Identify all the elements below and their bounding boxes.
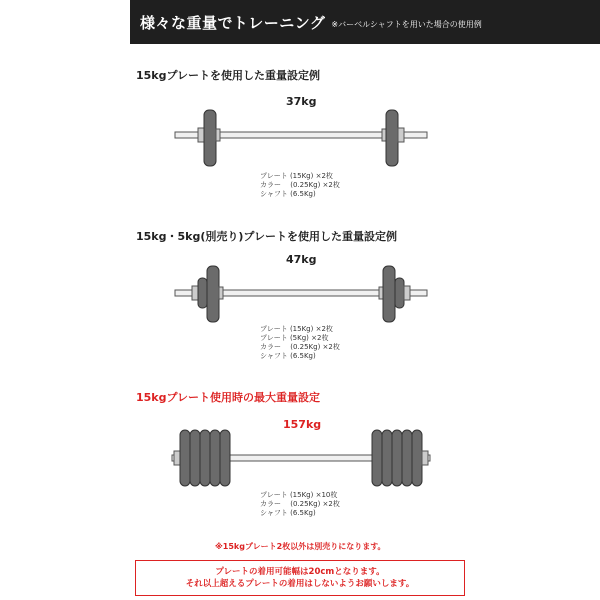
section-2-title: 15kg・5kg(別売り)プレートを使用した重量設定例 [136,230,397,243]
right-plate-15kg [382,430,392,486]
header-title: 様々な重量でトレーニング [140,13,326,32]
right-collar [398,128,404,142]
section-1-title: 15kgプレートを使用した重量設定例 [136,69,321,82]
left-collar [198,128,204,142]
section-3-weight: 157kg [283,418,322,431]
spec-line: シャフト (6.5Kg) [260,190,316,198]
left-plate-15kg [180,430,190,486]
right-plate-15kg [383,266,395,322]
notice-line-2: それ以上超えるプレートの着用はしないようお願いします。 [185,579,415,589]
left-collar [174,451,180,465]
plates-sold-separately-note: ※15kgプレート2枚以外は別売りになります。 [215,542,386,551]
left-plate-15kg [190,430,200,486]
spec-line: プレート (15Kg) ×2枚 [260,172,333,180]
right-plate-15kg [386,110,398,166]
left-plate-15kg [210,430,220,486]
right-plate-15kg [372,430,382,486]
left-plate-5kg [198,278,207,308]
spec-line: シャフト (6.5Kg) [260,509,316,517]
spec-line: プレート (15Kg) ×10枚 [260,491,338,499]
left-plate-15kg [200,430,210,486]
header-subtitle: ※バーベルシャフトを用いた場合の使用例 [331,19,482,29]
barbell-37kg-illustration [170,102,432,168]
spec-line: カラー (0.25Kg) ×2枚 [260,500,340,508]
section-1-weight: 37kg [286,95,317,108]
barbell-47kg-illustration [170,264,432,326]
header-banner [130,0,600,44]
notice-line-1: プレートの着用可能幅は20cmとなります。 [215,567,385,577]
section-3-specs [260,491,340,518]
left-collar [192,286,198,300]
plate-width-notice [135,560,465,596]
right-plate-15kg [392,430,402,486]
section-3-title: 15kgプレート使用時の最大重量設定 [136,391,321,404]
right-collar [422,451,428,465]
spec-line: プレート (15Kg) ×2枚 [260,325,333,333]
right-plate-5kg [395,278,404,308]
spec-line: プレート (5Kg) ×2枚 [260,334,329,342]
barbell-157kg-illustration [170,428,432,490]
section-1-specs [260,172,340,199]
spec-line: カラー (0.25Kg) ×2枚 [260,343,340,351]
spec-line: シャフト (6.5Kg) [260,352,316,360]
left-plate-15kg [204,110,216,166]
right-collar [404,286,410,300]
left-plate-15kg [220,430,230,486]
left-plate-15kg [207,266,219,322]
section-2-specs [260,325,340,361]
right-plate-15kg [412,430,422,486]
right-plate-15kg [402,430,412,486]
spec-line: カラー (0.25Kg) ×2枚 [260,181,340,189]
section-2-weight: 47kg [286,253,317,266]
